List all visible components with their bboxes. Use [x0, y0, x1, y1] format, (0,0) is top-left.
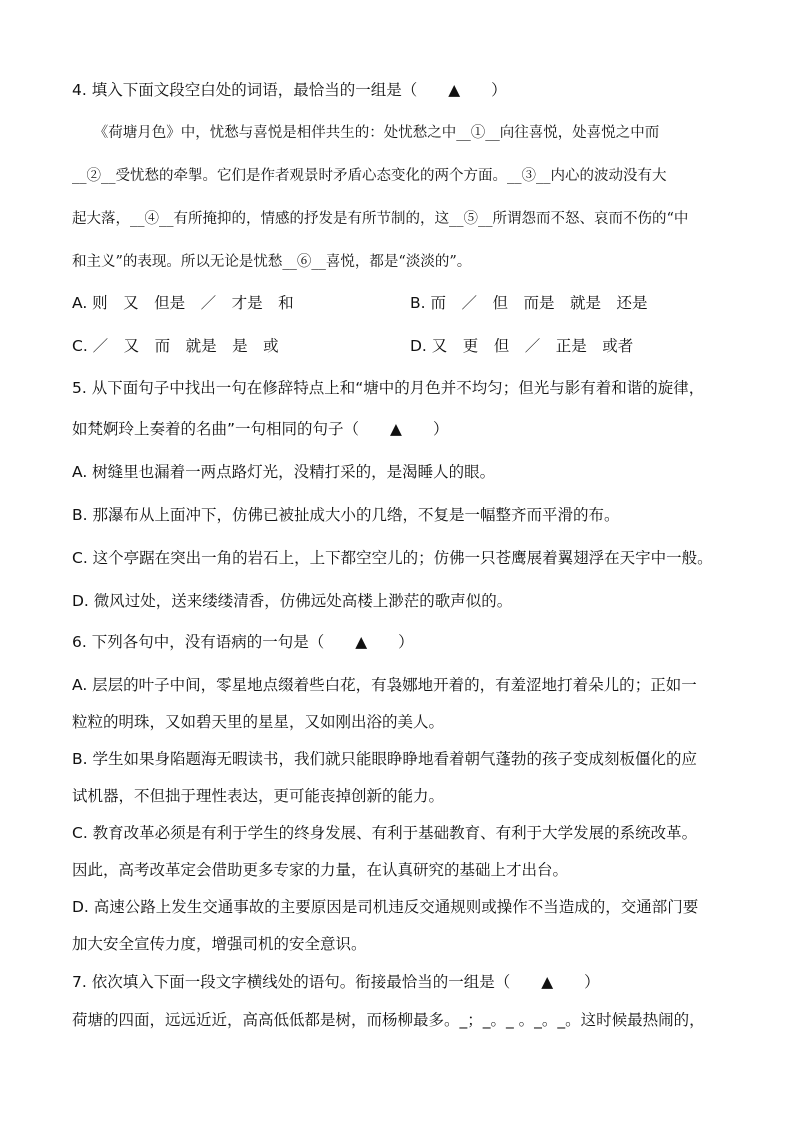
q4-option-c: C. ／ 又 而 就是 是 或 — [72, 337, 279, 355]
q6-option-c-line-2: 因此，高考改革定会借助更多专家的力量，在认真研究的基础上才出台。 — [72, 861, 569, 879]
q4-option-a: A. 则 又 但是 ／ 才是 和 — [72, 294, 294, 312]
q5-option-d: D. 微风过处，送来缕缕清香，仿佛远处高楼上渺茫的歌声似的。 — [72, 592, 513, 610]
q5-option-a: A. 树缝里也漏着一两点路灯光，没精打采的，是渴睡人的眼。 — [72, 463, 496, 481]
q5-stem-line-2: 如梵婀玲上奏着的名曲”一句相同的句子（ ▲ ） — [72, 420, 449, 438]
q5-option-c: C. 这个亭踞在突出一角的岩石上，上下都空空儿的；仿佛一只苍鹰展着翼翅浮在天宇中一般。 — [72, 549, 713, 567]
q6-option-d-line-2: 加大安全宣传力度，增强司机的安全意识。 — [72, 935, 367, 953]
q4-passage-line-1: 《荷塘月色》中，忧愁与喜悦是相伴共生的：处忧愁之中__①__向往喜悦，处喜悦之中而 — [72, 125, 660, 141]
q6-option-a-line-2: 粒粒的明珠，又如碧天里的星星，又如刚出浴的美人。 — [72, 713, 445, 731]
q6-option-c-line-1: C. 教育改革必须是有利于学生的终身发展、有利于基础教育、有利于大学发展的系统改革。 — [72, 824, 698, 842]
q7-passage-line: 荷塘的四面，远远近近，高高低低都是树，而杨柳最多。_；_。_ 。_。_。这时候最热闹的， — [72, 1011, 705, 1029]
q4-option-d: D. 又 更 但 ／ 正是 或者 — [410, 337, 634, 355]
q5-option-b: B. 那瀑布从上面冲下，仿佛已被扯成大小的几绺，不复是一幅整齐而平滑的布。 — [72, 506, 620, 524]
q6-option-a-line-1: A. 层层的叶子中间，零星地点缀着些白花，有袅娜地开着的，有羞涩地打着朵儿的；正如一 — [72, 676, 697, 694]
q4-passage-line-4: 和主义”的表现。所以无论是忧愁__⑥__喜悦，都是“淡淡的”。 — [72, 254, 472, 270]
q4-passage-line-3: 起大落，__④__有所掩抑的，情感的抒发是有所节制的，这__⑤__所谓怨而不怒、哀而不伤的“中 — [72, 211, 689, 227]
q4-passage-line-2: __②__受忧愁的牵掣。它们是作者观景时矛盾心态变化的两个方面。__③__内心的波动没有大 — [72, 168, 667, 184]
q7-stem: 7. 依次填入下面一段文字横线处的语句。衔接最恰当的一组是（ ▲ ） — [72, 973, 600, 991]
q6-option-d-line-1: D. 高速公路上发生交通事故的主要原因是司机违反交通规则或操作不当造成的，交通部门要 — [72, 898, 699, 916]
q4-option-b: B. 而 ／ 但 而是 就是 还是 — [410, 294, 648, 312]
q6-option-b-line-1: B. 学生如果身陷题海无暇读书，我们就只能眼睁睁地看着朝气蓬勃的孩子变成刻板僵化的应 — [72, 750, 697, 768]
q4-stem: 4. 填入下面文段空白处的词语，最恰当的一组是（ ▲ ） — [72, 81, 507, 99]
q5-stem-line-1: 5. 从下面句子中找出一句在修辞特点上和“塘中的月色并不均匀；但光与影有着和谐的旋律， — [72, 379, 705, 397]
q6-stem: 6. 下列各句中，没有语病的一句是（ ▲ ） — [72, 633, 414, 651]
q6-option-b-line-2: 试机器，不但拙于理性表达，更可能丧掉创新的能力。 — [72, 787, 445, 805]
